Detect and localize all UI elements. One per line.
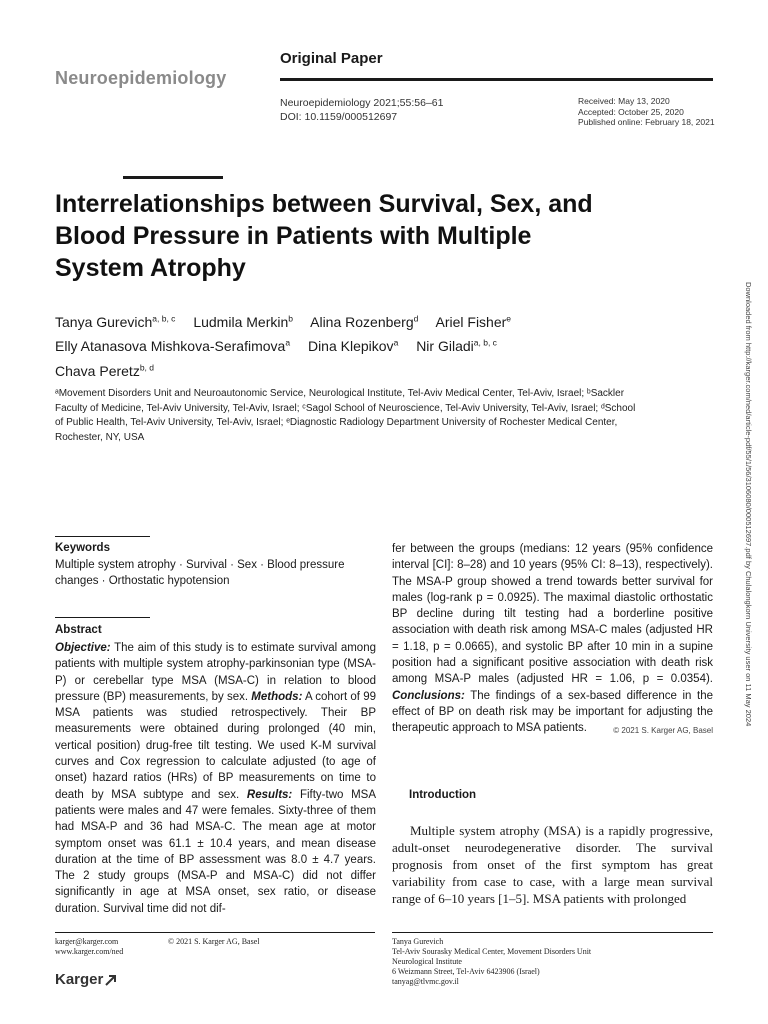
citation [280,96,443,124]
footer-rule-right [392,932,713,933]
introduction-heading: Introduction [409,789,477,801]
conclusions-text: The findings of a sex-based difference in the effect of BP on death risk may be important for adjusting the therapeutic approach to MSA patients. [392,689,713,735]
published-date: Published online: February 18, 2021 [578,117,715,127]
journal-name: Neuroepidemiology [55,68,227,88]
abstract-text-col1 [55,640,376,917]
objective-label: Objective: [55,642,111,654]
correspondence [392,937,591,987]
corr-address-1: Tel-Aviv Sourasky Medical Center, Movement Disorders Unit [392,947,592,956]
corr-name: Tanya Gurevich [392,937,444,946]
corr-address-3: 6 Weizmann Street, Tel-Aviv 6423906 (Israel) [392,967,540,976]
paper-type: Original Paper [280,50,383,67]
author-list [55,308,675,382]
author[interactable]: Tanya Gurevich$^{a, b, c}$ [55,313,176,330]
author[interactable]: Alina Rozenberg$^d$ [310,313,419,330]
publisher-contact [55,937,123,957]
abstract-heading: Abstract [55,624,102,636]
author[interactable]: Chava Peretz$^{b, d}$ [55,362,155,379]
abstract-copyright: © 2021 S. Karger AG, Basel [613,726,713,736]
accepted-date: Accepted: October 25, 2020 [578,106,684,117]
doi-link[interactable]: DOI: 10.1159/000512697 [280,111,398,123]
author[interactable]: Ariel Fisher$^e$ [435,313,512,330]
methods-text: A cohort of 99 MSA patients was studied retrospectively. Their BP measurements were obtained during prolonged (40 min, vertical position) drug-free tilt testing. We used K-M survival curves and Cox regression to calculate adjusted (to age of onset) hazard ratios (HRs) of BP measurements on time to death by MSA subtype and sex. [55,690,376,801]
corr-email[interactable]: tanyag@tlvmc.gov.il [392,977,459,986]
footer-copyright: © 2021 S. Karger AG, Basel [168,937,260,946]
karger-logo: Karger [55,971,117,988]
conclusions-label: Conclusions: [392,689,465,702]
download-note: Downloaded from http://karger.com/ned/article-pdf/55/1/56/3106080/000512697.pdf by Chulalongkorn University user on 11 May 2024 [744,282,753,727]
results-text-cont: fer between the groups (medians: 12 years (95% confidence interval [CI]: 8–28) and 10 years (95% CI: 8–13), respectively). The MSA-P group showed a trend towards better survival for males (log-rank p = 0.0925). The maximal diastolic orthostatic BP decline during tilt testing had a borderline positive association with death risk among MSA-C males (adjusted HR = 1.18, p = 0.0665), and systolic BP after 10 min in a supine position had a significant positive association with death risk among MSA-P males (adjusted HR = 1.06, p = 0.0354). [392,543,713,686]
received-date: Received: May 13, 2020 [578,96,670,106]
results-label: Results: [246,788,293,801]
results-text: Fifty-two MSA patients were males and 47 were females. Sixty-three of them had MSA-P and 36 had MSA-C. The mean age at motor symptom onset was 61.1 ± 10.4 years, and mean disease duration at the time of BP assessment was 8.0 ± 4.7 years. The 2 study groups (MSA-P and MSA-C) did not differ significantly in age at MSA onset, sex ratio, or disease duration. Survival time did not dif- [55,788,377,915]
title-rule [123,176,223,179]
keywords-text: Multiple system atrophy · Survival · Sex · Blood pressure changes · Orthostatic hypotension [55,559,345,587]
footer-rule-left [55,932,375,933]
objective-text: The aim of this study is to estimate survival among patients with multiple system atrophy-parkinsonian type (MSA-P) or cerebellar type MSA (MSA-C) in relation to blood pressure (BP) measurements, by sex. [55,642,376,703]
affiliations: ᵃMovement Disorders Unit and Neuroautonomic Service, Neurological Institute, Tel-Aviv Medical Center, Tel-Aviv, Israel; ᵇSackler Faculty of Medicine, Tel-Aviv University, Tel-Aviv, Israel; ᶜSagol School of Neuroscience, Tel-Aviv University, Tel-Aviv, Israel; ᵈSchool of Public Health, Tel-Aviv University, Tel-Aviv, Israel; ᵉDiagnostic Radiology Department University of Rochester Medical Center, Rochester, NY, USA [55,388,636,443]
abstract-text-col2 [392,541,713,740]
header-rule [280,78,713,81]
article-dates [578,96,715,128]
keywords-heading: Keywords [55,542,110,554]
introduction-text: Multiple system atrophy (MSA) is a rapidly progressive, adult-onset neurodegenerative disorder. The survival prognosis from onset of the first symptom has great variability from case to case, with a large mean survival range of 6–10 years [1–5]. MSA patients with prolonged [392,823,713,906]
keywords-rule [55,536,150,537]
author[interactable]: Nir Giladi$^{a, b, c}$ [416,337,497,355]
author[interactable]: Ludmila Merkin$^b$ [193,313,293,330]
author[interactable]: Dina Klepikov$^a$ [307,337,399,355]
citation-journal: Neuroepidemiology 2021;55:56–61 [280,97,444,109]
publisher-email[interactable]: karger@karger.com [55,937,119,946]
abstract-rule [55,617,150,618]
publisher-web[interactable]: www.karger.com/ned [55,947,124,956]
article-title: Interrelationships between Survival, Sex, and Blood Pressure in Patients with Multiple System Atrophy [55,190,593,282]
corr-address-2: Neurological Institute [392,957,462,966]
karger-arrow-icon [105,974,117,986]
methods-label: Methods: [251,690,303,703]
author[interactable]: Elly Atanasova Mishkova-Serafimova$^a$ [55,337,291,355]
